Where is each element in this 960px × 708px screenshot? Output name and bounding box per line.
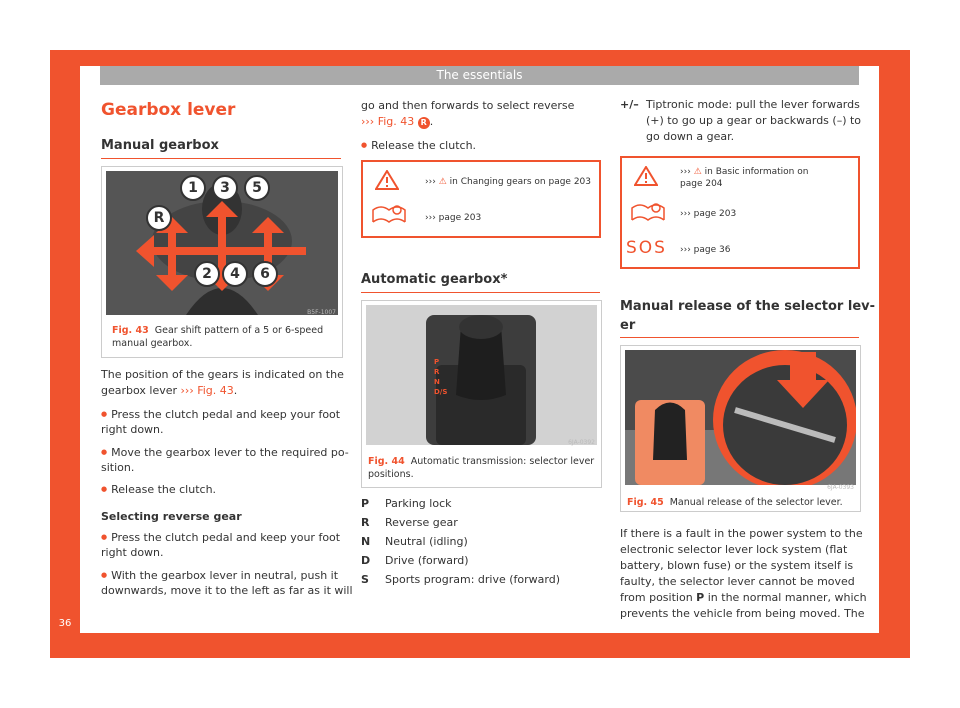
warning-ref-4[interactable]: ››› page 203 bbox=[680, 209, 737, 219]
subheading-manual-release: Manual release of the selector lev- bbox=[620, 299, 876, 314]
bullet-move-lever-line2: sition. bbox=[101, 461, 135, 474]
manual-book-icon bbox=[371, 202, 407, 226]
gear-label-6: 6 bbox=[252, 261, 278, 287]
bullet-neutral: ● With the gearbox lever in neutral, push it bbox=[101, 567, 338, 584]
pos-key-s: S bbox=[361, 573, 369, 586]
intro-line2: gearbox lever ››› Fig. 43. bbox=[101, 384, 238, 397]
figure-caption: Fig. 43 Gear shift pattern of a 5 or 6-speed bbox=[112, 325, 324, 336]
reverse-cont-line2: ››› Fig. 43 R . bbox=[361, 115, 434, 128]
reverse-heading: Selecting reverse gear bbox=[101, 510, 242, 523]
figure-code-44: 6JA-0392 bbox=[568, 439, 595, 446]
bullet-release-clutch-2: ● Release the clutch. bbox=[361, 137, 476, 154]
heading-rule-2 bbox=[361, 292, 600, 293]
gear-shift-image bbox=[106, 171, 338, 315]
bullet-release-clutch: ● Release the clutch. bbox=[101, 481, 216, 498]
pos-key-r: R bbox=[361, 516, 370, 529]
reverse-cont-line1: go and then forwards to select reverse bbox=[361, 99, 575, 112]
pos-val-p: Parking lock bbox=[385, 497, 452, 510]
pos-key-d: D bbox=[361, 554, 371, 567]
release-para-line2: electronic selector lever lock system (flat bbox=[620, 543, 848, 556]
tiptronic-line2: (+) to go up a gear or backwards (–) to bbox=[646, 114, 862, 127]
section-heading: Gearbox lever bbox=[101, 100, 236, 120]
figure-code: B5F-1007 bbox=[307, 309, 336, 316]
selector-lever-illustration bbox=[366, 305, 597, 445]
automatic-gearbox-image bbox=[366, 305, 597, 445]
figure-caption-line2: manual gearbox. bbox=[112, 338, 193, 349]
subheading-automatic: Automatic gearbox* bbox=[361, 272, 508, 287]
warning-ref-2[interactable]: ››› page 203 bbox=[425, 213, 482, 223]
pos-key-p: P bbox=[361, 497, 370, 510]
selector-positions: P R N D/S bbox=[434, 358, 448, 396]
subheading-manual: Manual gearbox bbox=[101, 138, 219, 153]
release-para-line3: battery, blown fuse) or the system itself is bbox=[620, 559, 854, 572]
release-para-line5: from position P in the normal manner, which bbox=[620, 591, 867, 604]
pos-val-r: Reverse gear bbox=[385, 516, 458, 529]
tiptronic-key: +/– bbox=[620, 98, 639, 111]
fig-43-link-2[interactable]: ››› Fig. 43 bbox=[361, 115, 415, 128]
gear-label-r: R bbox=[146, 205, 172, 231]
bullet-clutch-1-line2: right down. bbox=[101, 423, 164, 436]
release-para-line1: If there is a fault in the power system to the bbox=[620, 527, 863, 540]
reverse-circle-icon: R bbox=[418, 117, 430, 129]
warning-triangle-icon bbox=[375, 170, 399, 190]
figure-caption-44: Fig. 44 Automatic transmission: selector lever bbox=[368, 456, 595, 467]
figure-45 bbox=[620, 345, 861, 512]
warning-ref-5[interactable]: ››› page 36 bbox=[680, 245, 731, 255]
warning-ref-3[interactable]: ››› ⚠ in Basic information on page 204 bbox=[680, 167, 809, 189]
gear-label-4: 4 bbox=[222, 261, 248, 287]
figure-43 bbox=[101, 166, 343, 358]
page-number: 36 bbox=[58, 618, 72, 629]
subheading-manual-release-line2: er bbox=[620, 318, 636, 333]
intro-line1: The position of the gears is indicated on the bbox=[101, 368, 344, 381]
bullet-move-lever: ● Move the gearbox lever to the required po- bbox=[101, 444, 349, 461]
warning-box-2 bbox=[620, 156, 860, 269]
bullet-clutch-2-line2: right down. bbox=[101, 546, 164, 559]
heading-rule bbox=[101, 158, 341, 159]
tiptronic-line1: Tiptronic mode: pull the lever forwards bbox=[646, 98, 860, 111]
bullet-clutch-1: ● Press the clutch pedal and keep your foot bbox=[101, 406, 340, 423]
heading-rule-3 bbox=[620, 337, 859, 338]
sos-icon: SOS bbox=[626, 238, 667, 258]
figure-44 bbox=[361, 300, 602, 488]
gear-label-2: 2 bbox=[194, 261, 220, 287]
page-header: The essentials bbox=[100, 66, 859, 85]
pos-key-n: N bbox=[361, 535, 371, 548]
figure-caption-45: Fig. 45 Manual release of the selector lever. bbox=[627, 497, 843, 508]
bullet-clutch-2: ● Press the clutch pedal and keep your foot bbox=[101, 529, 340, 546]
manual-release-image bbox=[625, 350, 856, 485]
gear-label-1: 1 bbox=[180, 175, 206, 201]
manual-book-icon bbox=[630, 200, 666, 224]
warning-triangle-icon bbox=[634, 166, 658, 186]
gear-label-5: 5 bbox=[244, 175, 270, 201]
warning-ref-1[interactable]: ››› ⚠ in Changing gears on page 203 bbox=[425, 177, 592, 187]
fig-43-link[interactable]: ››› Fig. 43 bbox=[180, 384, 234, 397]
manual-release-illustration bbox=[625, 350, 856, 485]
pos-val-d: Drive (forward) bbox=[385, 554, 469, 567]
figure-caption-44-line2: positions. bbox=[368, 469, 414, 480]
pos-val-s: Sports program: drive (forward) bbox=[385, 573, 561, 586]
release-para-line4: faulty, the selector lever cannot be moved bbox=[620, 575, 855, 588]
figure-label: Fig. 43 bbox=[112, 325, 149, 336]
warning-box-1 bbox=[361, 160, 601, 238]
release-para-line6: prevents the vehicle from being moved. The bbox=[620, 607, 865, 620]
figure-code-45: 6JA-0393 bbox=[827, 484, 854, 491]
pos-val-n: Neutral (idling) bbox=[385, 535, 468, 548]
tiptronic-line3: go down a gear. bbox=[646, 130, 735, 143]
gear-label-3: 3 bbox=[212, 175, 238, 201]
bullet-neutral-line2: downwards, move it to the left as far as it will bbox=[101, 584, 353, 597]
